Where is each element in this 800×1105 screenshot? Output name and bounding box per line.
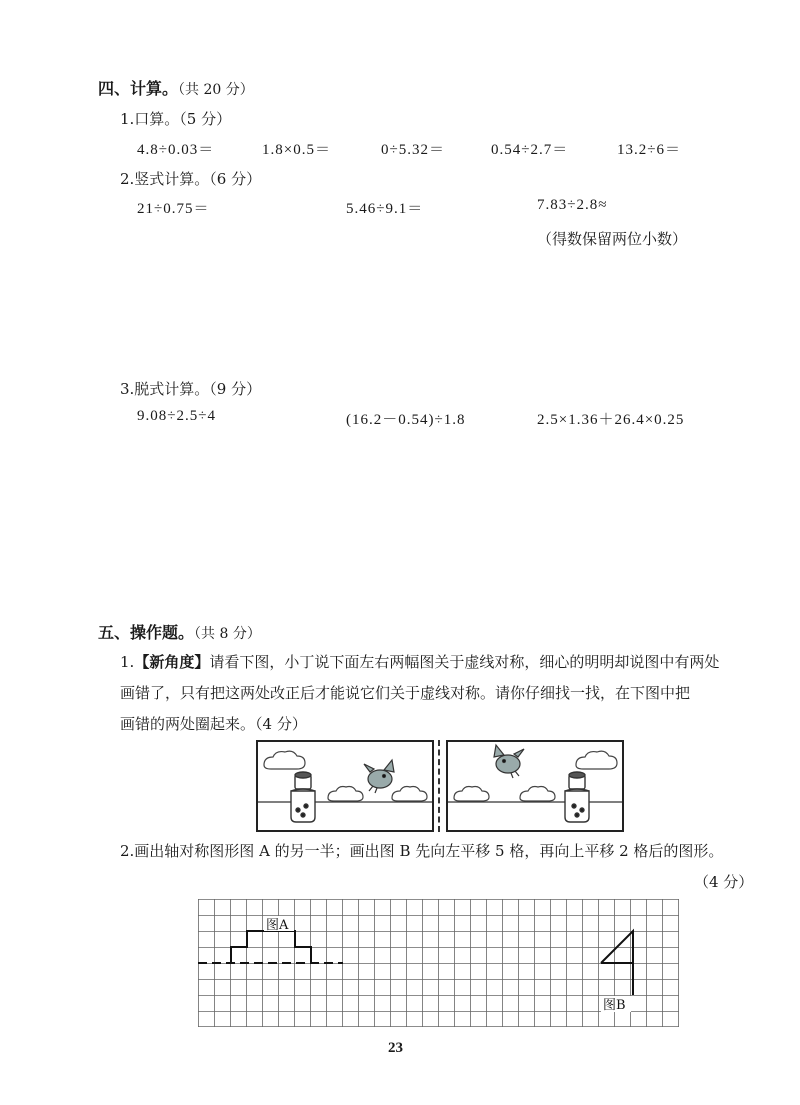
op-q1-line3: 画错的两处圈起来。（4 分） xyxy=(120,715,307,733)
q3-label: 3.脱式计算。（9 分） xyxy=(120,380,262,398)
cloud-icon xyxy=(454,787,489,802)
cloud-icon xyxy=(392,787,427,802)
left-symmetry-picture xyxy=(256,740,434,832)
cloud-icon xyxy=(520,787,555,802)
mental-math-item: 13.2÷6＝ xyxy=(617,142,681,158)
bird-icon xyxy=(364,760,394,793)
vertical-calc-item: 7.83÷2.8≈ xyxy=(537,197,608,213)
cloud-icon xyxy=(576,751,617,769)
figure-b xyxy=(601,931,633,995)
bottle-icon xyxy=(565,772,589,822)
mental-math-item: 4.8÷0.03＝ xyxy=(137,142,215,158)
vertical-calc-item: 21÷0.75＝ xyxy=(137,201,210,217)
op-q2-points: （4 分） xyxy=(694,873,754,891)
drawing-grid[interactable] xyxy=(198,899,683,1027)
op-q2-text: 2.画出轴对称图形图 A 的另一半；画出图 B 先向左平移 5 格，再向上平移 2 格后的图形。 xyxy=(120,842,724,860)
bird-icon xyxy=(494,745,524,778)
section-5-title: 五、操作题。 xyxy=(98,623,195,642)
left-picture-drawing xyxy=(258,742,432,830)
mental-math-item: 1.8×0.5＝ xyxy=(262,142,331,158)
right-symmetry-picture xyxy=(446,740,624,832)
figure-a xyxy=(231,931,311,963)
mental-math-item: 0.54÷2.7＝ xyxy=(491,142,569,158)
section-5-heading xyxy=(98,620,261,643)
rounding-note: （得数保留两位小数） xyxy=(537,230,688,248)
symmetry-axis xyxy=(438,740,440,832)
page-number: 23 xyxy=(388,1040,403,1056)
section-4-heading xyxy=(98,76,254,99)
grid-canvas[interactable] xyxy=(198,899,683,1027)
q2-label: 2.竖式计算。（6 分） xyxy=(120,170,262,188)
step-calc-item: 2.5×1.36＋26.4×0.25 xyxy=(537,412,685,428)
section-4-title: 四、计算。 xyxy=(98,79,179,98)
q1-label: 1.口算。（5 分） xyxy=(120,110,232,128)
op-q1-line1 xyxy=(120,647,719,678)
step-calc-item: 9.08÷2.5÷4 xyxy=(137,408,216,424)
section-5-points: （共 8 分） xyxy=(194,626,261,642)
bottle-icon xyxy=(291,772,315,822)
section-4-points: （共 20 分） xyxy=(178,82,254,98)
new-angle-tag: 【新角度】 xyxy=(134,653,210,671)
cloud-icon xyxy=(328,787,363,802)
vertical-calc-item: 5.46÷9.1＝ xyxy=(346,201,424,217)
figure-a-label: 图A xyxy=(266,918,289,933)
op-q1-text-1: 请看下图，小丁说下面左右两幅图关于虚线对称，细心的明明却说图中有两处 xyxy=(209,653,720,671)
op-q1-number: 1. xyxy=(120,653,135,671)
step-calc-item: (16.2－0.54)÷1.8 xyxy=(346,412,466,428)
figure-b-label: 图B xyxy=(603,998,626,1013)
right-picture-drawing xyxy=(448,742,622,830)
mental-math-item: 0÷5.32＝ xyxy=(381,142,445,158)
op-q1-line2: 画错了，只有把这两处改正后才能说它们关于虚线对称。请你仔细找一找，在下图中把 xyxy=(120,684,691,702)
cloud-icon xyxy=(264,751,305,769)
